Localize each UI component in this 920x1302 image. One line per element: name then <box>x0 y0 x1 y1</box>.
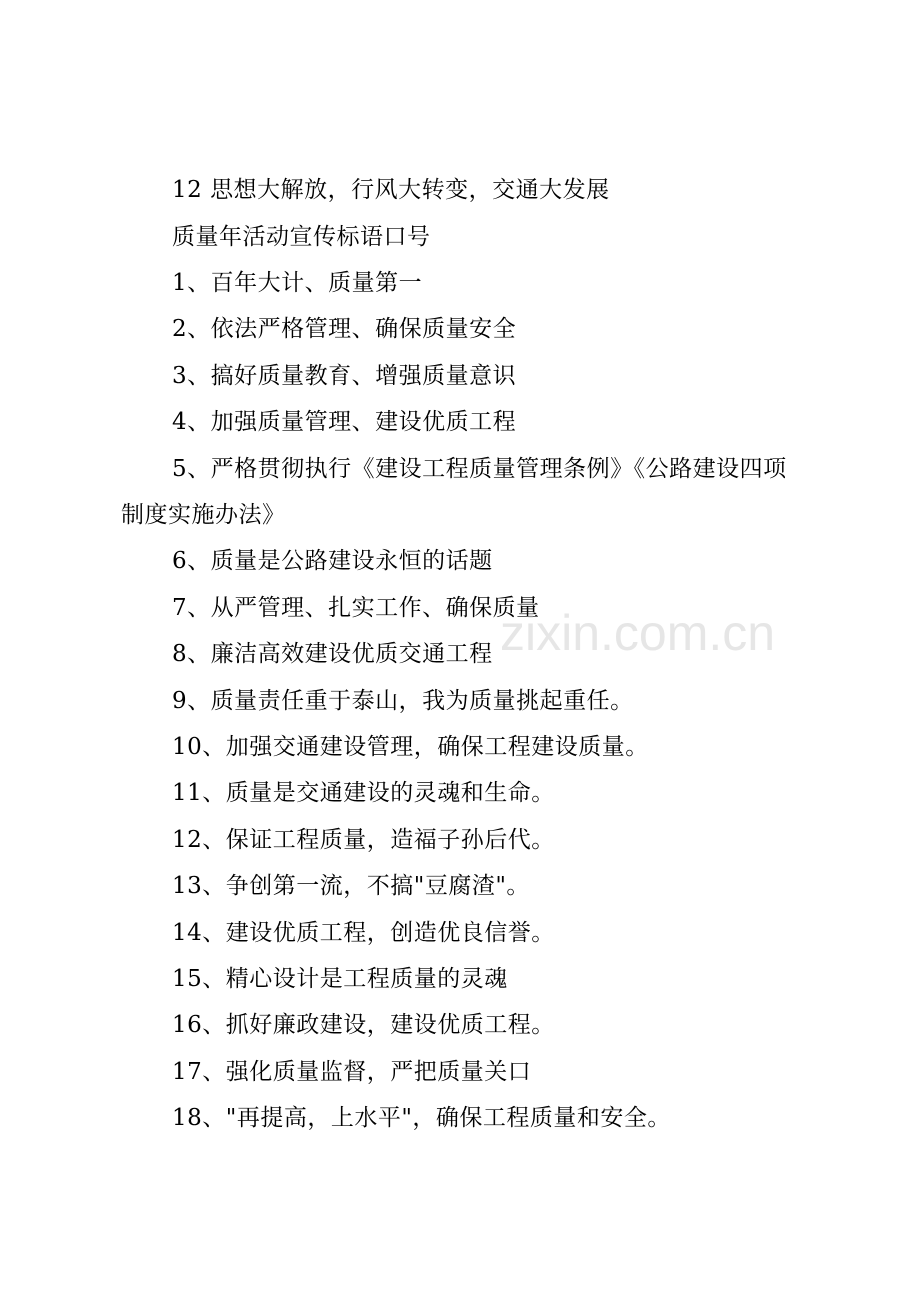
list-item: 17、强化质量监督，严把质量关口 <box>172 1059 532 1085</box>
list-item: 8、廉洁高效建设优质交通工程 <box>172 641 493 667</box>
watermark: zixin.com.cn <box>500 605 776 661</box>
list-item: 6、质量是公路建设永恒的话题 <box>172 548 493 574</box>
list-item: 18、"再提高，上水平"，确保工程质量和安全。 <box>172 1105 671 1131</box>
list-item: 11、质量是交通建设的灵魂和生命。 <box>172 780 555 806</box>
list-item: 15、精心设计是工程质量的灵魂 <box>172 966 508 992</box>
list-item: 5、严格贯彻执行《建设工程质量管理条例》《公路建设四项 <box>172 456 787 482</box>
list-item: 16、抓好廉政建设，建设优质工程。 <box>172 1012 555 1038</box>
list-item: 12、保证工程质量，造福子孙后代。 <box>172 827 555 853</box>
list-item: 14、建设优质工程，创造优良信誉。 <box>172 920 555 946</box>
list-item: 1、百年大计、质量第一 <box>172 270 423 296</box>
list-item: 7、从严管理、扎实工作、确保质量 <box>172 595 540 621</box>
list-item: 9、质量责任重于泰山，我为质量挑起重任。 <box>172 688 634 714</box>
list-item: 10、加强交通建设管理，确保工程建设质量。 <box>172 734 649 760</box>
list-item: 2、依法严格管理、确保质量安全 <box>172 316 517 342</box>
list-item-continuation: 制度实施办法》 <box>121 502 286 528</box>
text-line: 12 思想大解放，行风大转变，交通大发展 <box>172 177 610 203</box>
document-heading: 质量年活动宣传标语口号 <box>172 224 431 250</box>
list-item: 13、争创第一流，不搞"豆腐渣"。 <box>172 873 530 899</box>
list-item: 4、加强质量管理、建设优质工程 <box>172 409 517 435</box>
list-item: 3、搞好质量教育、增强质量意识 <box>172 363 517 389</box>
